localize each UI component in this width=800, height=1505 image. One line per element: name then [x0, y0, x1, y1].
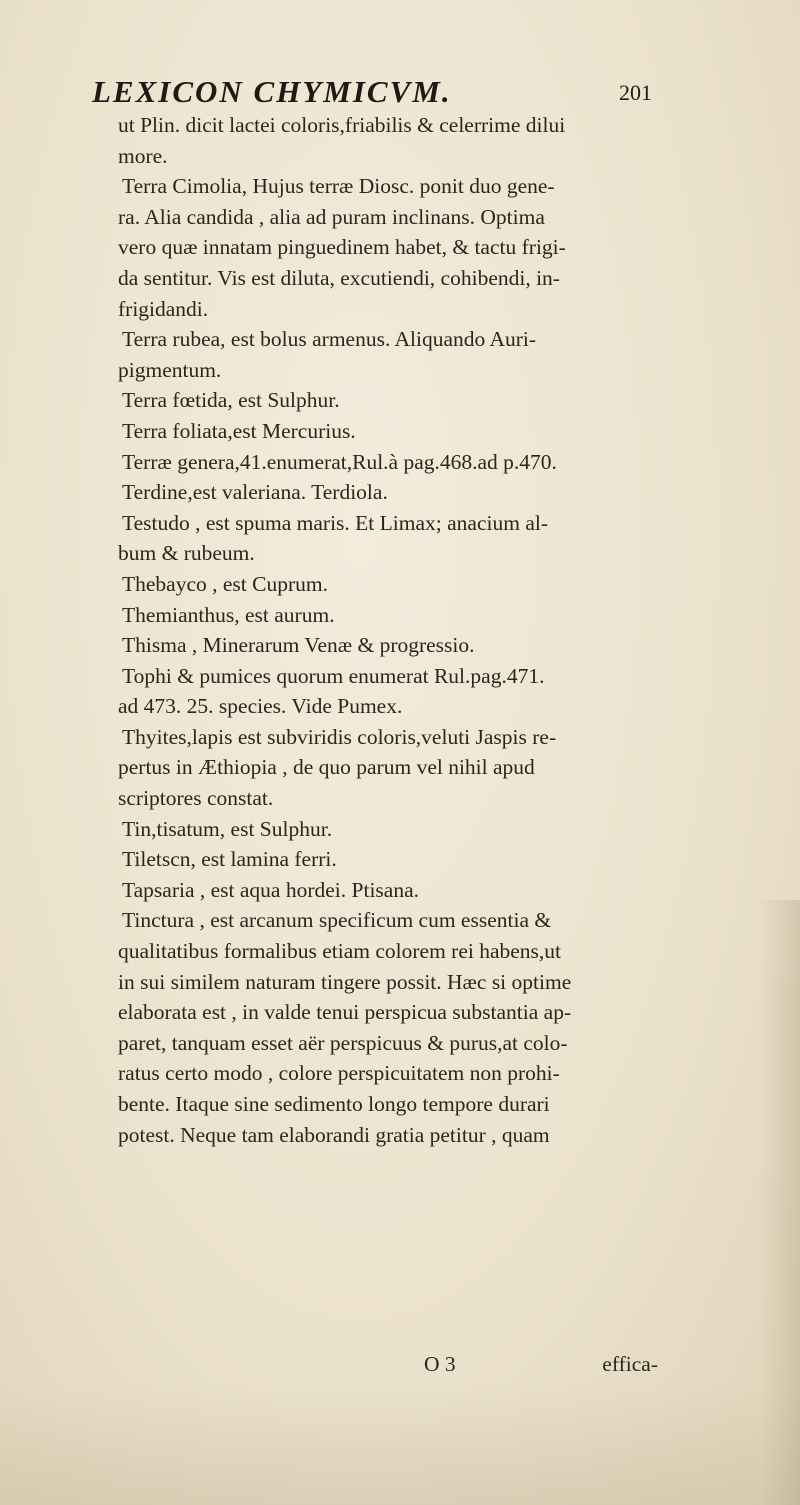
- running-head-title: LEXICON CHYMICVM.: [92, 74, 452, 109]
- text-line: scriptores constat.: [118, 786, 274, 811]
- text-line: elaborata est , in valde tenui perspicua substantia ap-: [118, 1000, 572, 1025]
- catchline: [118, 1352, 658, 1384]
- text-line: Thisma , Minerarum Venæ & progressio.: [122, 633, 475, 658]
- text-line: Thebayco , est Cuprum.: [122, 571, 328, 596]
- text-line: bente. Itaque sine sedimento longo tempore durari: [118, 1092, 550, 1116]
- text-line: pigmentum.: [118, 357, 222, 382]
- page-number: 201: [619, 80, 652, 105]
- catchword: effica-: [602, 1352, 658, 1376]
- text-line: ad 473. 25. species. Vide Pumex.: [118, 694, 403, 719]
- text-line: ut Plin. dicit lactei coloris,friabilis & celerrime dilui: [118, 113, 566, 137]
- paper-stain-right: [760, 900, 800, 1505]
- text-line: Terra foliata,est Mercurius.: [122, 418, 356, 443]
- text-line: Terra Cimolia, Hujus terræ Diosc. ponit duo gene-: [122, 174, 555, 199]
- text-line: Thyites,lapis est subviridis coloris,veluti Jaspis re-: [122, 724, 557, 749]
- text-line: Testudo , est spuma maris. Et Limax; anacium al-: [122, 510, 549, 535]
- text-line: bum & rubeum.: [118, 541, 255, 566]
- text-line: in sui similem naturam tingere possit. Hæc si optime: [118, 969, 572, 994]
- text-line: vero quæ innatam pinguedinem habet, & tactu frigi-: [118, 235, 566, 260]
- text-line: da sentitur. Vis est diluta, excutiendi, cohibendi, in-: [118, 265, 560, 290]
- text-line: ra. Alia candida , alia ad puram inclinans. Optima: [118, 204, 545, 229]
- text-line: ratus certo modo , colore perspicuitatem non prohi-: [118, 1061, 560, 1086]
- text-line: Tapsaria , est aqua hordei. Ptisana.: [122, 877, 420, 902]
- text-line: qualitatibus formalibus etiam colorem rei habens,ut: [118, 939, 562, 964]
- text-line: Terra fœtida, est Sulphur.: [122, 388, 340, 413]
- text-line: Tophi & pumices quorum enumerat Rul.pag.471.: [122, 663, 545, 688]
- signature-mark: O 3: [424, 1352, 456, 1376]
- text-line: more.: [118, 143, 168, 168]
- paper-stain-bottom: [0, 1385, 800, 1505]
- text-line: Tiletscn, est lamina ferri.: [122, 847, 337, 872]
- text-line: frigidandi.: [118, 296, 209, 321]
- text-line: potest. Neque tam elaborandi gratia petitur , quam: [118, 1122, 550, 1147]
- text-line: Terræ genera,41.enumerat,Rul.à pag.468.ad p.470.: [122, 449, 557, 474]
- text-line: Terdine,est valeriana. Terdiola.: [122, 480, 388, 505]
- text-line: paret, tanquam esset aër perspicuus & purus,at colo-: [118, 1030, 568, 1055]
- text-line: Tinctura , est arcanum specificum cum essentia &: [122, 908, 552, 933]
- text-line: Themianthus, est aurum.: [122, 602, 335, 627]
- text-line: Terra rubea, est bolus armenus. Aliquando Auri-: [122, 327, 537, 352]
- body-text: [118, 110, 658, 1150]
- text-line: pertus in Æthiopia , de quo parum vel nihil apud: [118, 755, 535, 780]
- text-line: Tin,tisatum, est Sulphur.: [122, 816, 333, 841]
